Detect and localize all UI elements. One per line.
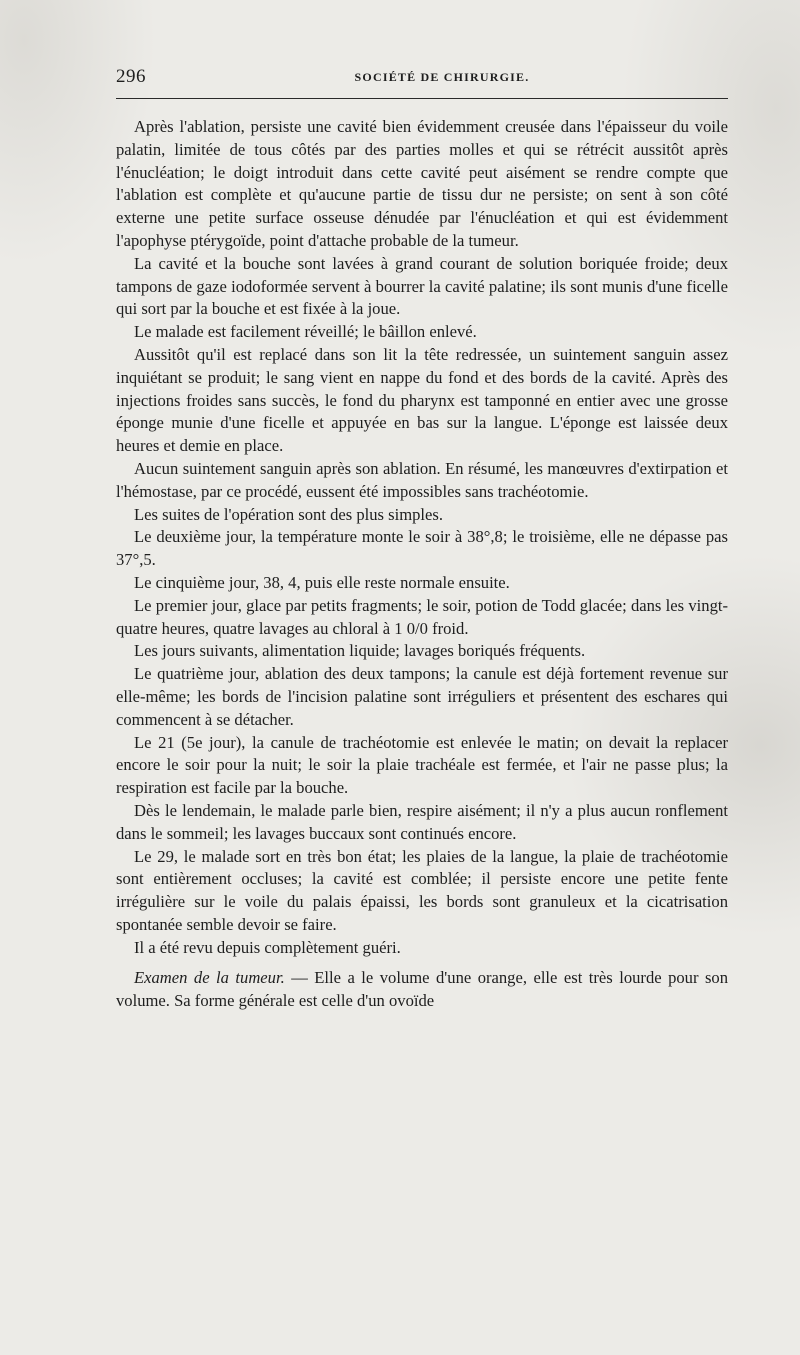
paragraph: Dès le lendemain, le malade parle bien, respire aisément; il n'y a plus aucun ronflement dans le sommeil; les lavages buccaux sont continués encore. [116, 800, 728, 843]
exam-text: — Elle a le volume d'une orange, elle est très lourde pour son volume. Sa forme générale est celle d'un ovoïde [116, 968, 729, 1011]
paragraph: Le 21 (5e jour), la canule de trachéotomie est enlevée le matin; on devait la replacer encore le soir pour la nuit; le soir la plaie trachéale est fermée, et l'air ne passe plus; la respiration est facile par la bouche. [116, 732, 728, 798]
paragraph: Le 29, le malade sort en très bon état; les plaies de la langue, la plaie de trachéotomie sont entièrement occluses; la cavité est comblée; il persiste encore une petite fente irrégulière sur le voile du palais épaissi, les bords sont granuleux et la cicatrisation spontanée semble devoir se faire. [116, 846, 728, 934]
paragraph: Le deuxième jour, la température monte le soir à 38°,8; le troisième, elle ne dépasse pas 37°,5. [116, 527, 728, 570]
paragraph: Les jours suivants, alimentation liquide; lavages boriqués fréquents. [134, 641, 586, 661]
paragraph: Le premier jour, glace par petits fragments; le soir, potion de Todd glacée; dans les vingt-quatre heures, quatre lavages au chloral à 1 0/0 froid. [116, 595, 728, 638]
paragraph: Après l'ablation, persiste une cavité bien évidemment creusée dans l'épaisseur du voile palatin, limitée de tous côtés par des parties molles et qui se rétrécit aussitôt après l'énucléation; le doigt introduit dans cette cavité peut aisément se rendre compte que l'ablation est complète et qu'aucune partie de tissu dur ne persiste; on sent à son côté externe une petite surface osseuse dénudée par l'énucléation et qui est évidemment l'apophyse ptérygoïde, point d'attache probable de la tumeur. [116, 117, 728, 250]
paragraph: Le quatrième jour, ablation des deux tampons; la canule est déjà fortement revenue sur elle-même; les bords de l'incision palatine sont irréguliers et présentent des eschares qui commencent à se détacher. [116, 664, 728, 729]
exam-paragraph [116, 967, 728, 1013]
paragraph: Les suites de l'opération sont des plus simples. [134, 504, 444, 524]
running-title: SOCIÉTÉ DE CHIRURGIE. [354, 70, 530, 84]
body-text [116, 116, 728, 1013]
exam-title: Examen de la tumeur. [134, 968, 285, 988]
page-number: 296 [116, 66, 146, 87]
paragraph: Il a été revu depuis complètement guéri. [134, 937, 401, 957]
paragraph: La cavité et la bouche sont lavées à grand courant de solution boriquée froide; deux tampons de gaze iodoformée servent à bourrer la cavité palatine; ils sont munis d'une ficelle qui sort par la bouche et est fixée à la joue. [116, 253, 728, 319]
page-header [116, 66, 728, 94]
paragraph: Le malade est facilement réveillé; le bâillon enlevé. [134, 322, 477, 342]
paragraph: Aucun suintement sanguin après son ablation. En résumé, les manœuvres d'extirpation et l'hémostase, par ce procédé, eussent été impossibles sans trachéotomie. [116, 458, 728, 501]
paragraph: Aussitôt qu'il est replacé dans son lit la tête redressée, un suintement sanguin assez inquiétant se produit; le sang vient en nappe du fond et des bords de la cavité. Après des injections froides sans succès, le fond du pharynx est tamponné en entier avec une grosse éponge munie d'une ficelle et appuyée en bas sur la langue. L'éponge est laissée deux heures et demie en place. [116, 344, 728, 456]
paragraph: Le cinquième jour, 38, 4, puis elle reste normale ensuite. [134, 572, 510, 592]
header-rule [116, 98, 728, 99]
